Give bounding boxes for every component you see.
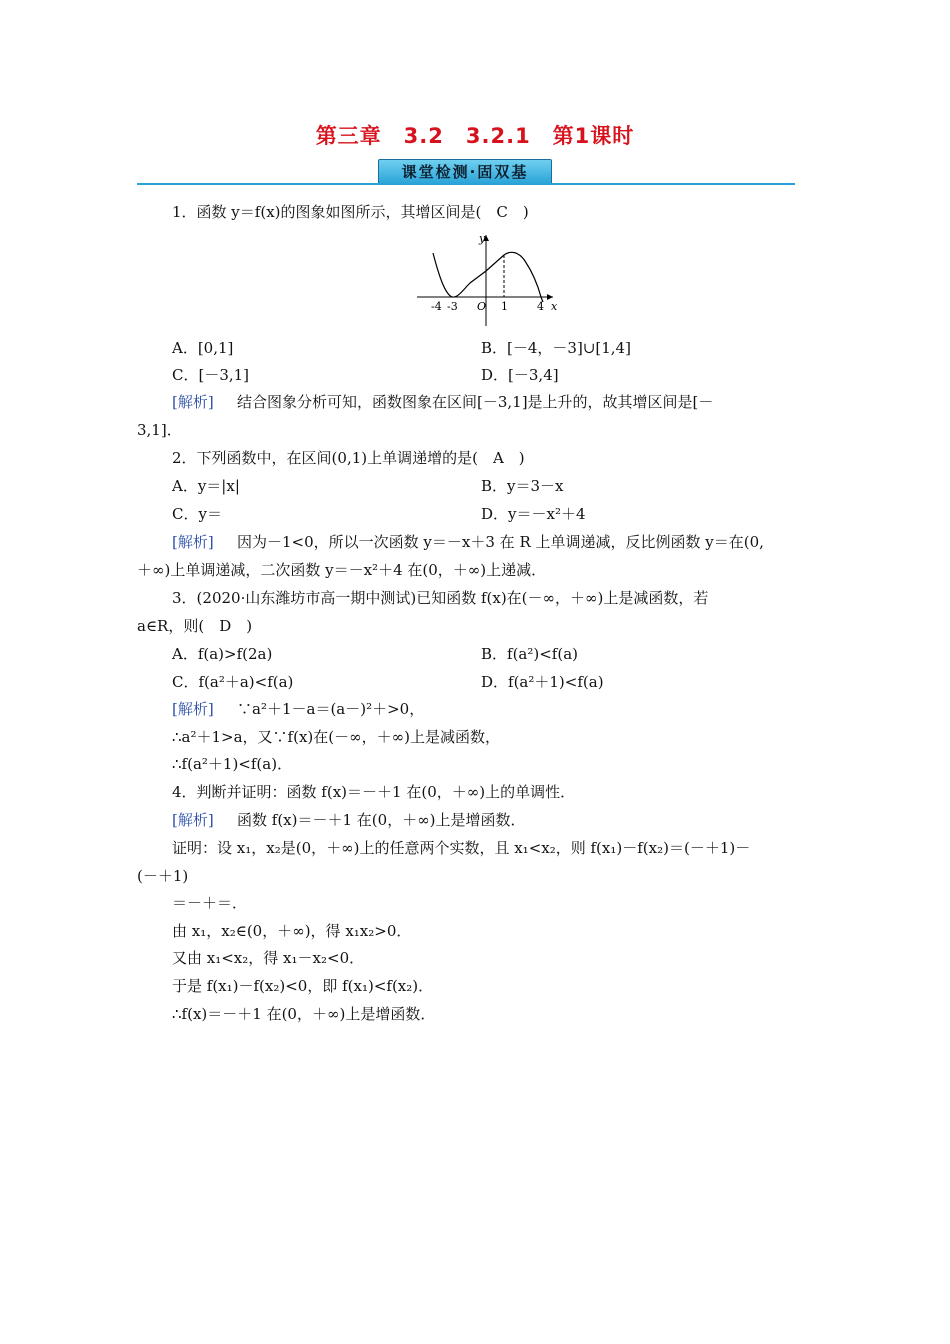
q4-proof-line: 证明：设 x₁，x₂是(0，＋∞)上的任意两个实数，且 x₁<x₂，则 f(x₁)－f(x₂)＝(－＋1)－ (172, 839, 751, 857)
q4-proof-line: 又由 x₁<x₂，得 x₁－x₂<0． (172, 949, 365, 967)
q3-option-a: A．f(a)>f(2a) (172, 645, 273, 663)
q2-analysis: 因为－1<0，所以一次函数 y＝－x＋3 在 R 上单调递减，反比例函数 y＝在(0, (222, 533, 764, 551)
q3-option-b: B．f(a²)<f(a) (481, 645, 579, 663)
q1-analysis: 结合图象分析可知，函数图象在区间[－3,1]是上升的，故其增区间是[－ (222, 393, 714, 411)
q3-option-d: D．f(a²＋1)<f(a) (481, 673, 604, 691)
q4-stem: 4．判断并证明：函数 f(x)＝－＋1 在(0，＋∞)上的单调性． (172, 783, 576, 801)
q1-stem: 1．函数 y＝f(x)的图象如图所示，其增区间是( C ) (172, 203, 529, 221)
x-axis-label: x (551, 300, 558, 313)
tick-label: 4 (537, 300, 544, 313)
q3-analysis: ∵a²＋1－a＝(a－)²＋>0， (222, 700, 425, 718)
analysis-label: [解析] (172, 533, 214, 551)
q3-stem-cont: a∈R，则( D ) (137, 617, 253, 635)
header-rule (137, 183, 795, 185)
analysis-label: [解析] (172, 393, 214, 411)
q1-option-d: D．[－3,4] (481, 366, 559, 384)
q1-option-b: B．[－4，－3]∪[1,4] (481, 339, 631, 357)
q1-option-a: A．[0,1] (172, 339, 234, 357)
analysis-label: [解析] (172, 700, 214, 718)
function-graph (415, 228, 560, 330)
q2-option-a: A．y＝|x| (172, 477, 240, 495)
section-badge: 课堂检测·固双基 (378, 159, 552, 185)
q4-analysis: 函数 f(x)＝－＋1 在(0，＋∞)上是增函数． (222, 811, 526, 829)
q1-option-c: C．[－3,1] (172, 366, 250, 384)
q3-option-c: C．f(a²＋a)<f(a) (172, 673, 294, 691)
q3-analysis-line: ∴f(a²＋1)<f(a)． (172, 755, 293, 773)
q2-option-c: C．y＝ (172, 505, 222, 523)
origin-label: O (477, 300, 487, 313)
q1-analysis-cont: 3,1]． (137, 421, 182, 439)
q2-option-b: B．y＝3－x (481, 477, 564, 495)
q3-analysis-line: ∴a²＋1>a，又∵f(x)在(－∞，＋∞)上是减函数， (172, 728, 500, 746)
q4-conclusion: ∴f(x)＝－＋1 在(0，＋∞)上是增函数． (172, 1005, 436, 1023)
page-title: 第三章 3.2 3.2.1 第1课时 (315, 124, 635, 148)
tick-label: -3 (447, 300, 458, 313)
q4-proof-line: (－＋1) (137, 867, 189, 885)
q2-analysis-cont: ＋∞)上单调递减，二次函数 y＝－x²＋4 在(0，＋∞)上递减． (137, 561, 547, 579)
y-axis-label: y (479, 232, 486, 245)
q2-stem: 2．下列函数中，在区间(0,1)上单调递增的是( A ) (172, 449, 525, 467)
q4-proof-line: 由 x₁，x₂∈(0，＋∞)，得 x₁x₂>0． (172, 922, 412, 940)
function-curve (433, 252, 543, 302)
q4-proof-line: 于是 f(x₁)－f(x₂)<0，即 f(x₁)<f(x₂)． (172, 977, 434, 995)
tick-label: 1 (501, 300, 508, 313)
q3-stem: 3．(2020·山东潍坊市高一期中测试)已知函数 f(x)在(－∞，＋∞)上是减函数，若 (172, 589, 709, 607)
analysis-label: [解析] (172, 811, 214, 829)
tick-label: -4 (431, 300, 442, 313)
q2-option-d: D．y＝－x²＋4 (481, 505, 586, 523)
q4-proof-line: ＝－＋＝． (172, 894, 248, 912)
